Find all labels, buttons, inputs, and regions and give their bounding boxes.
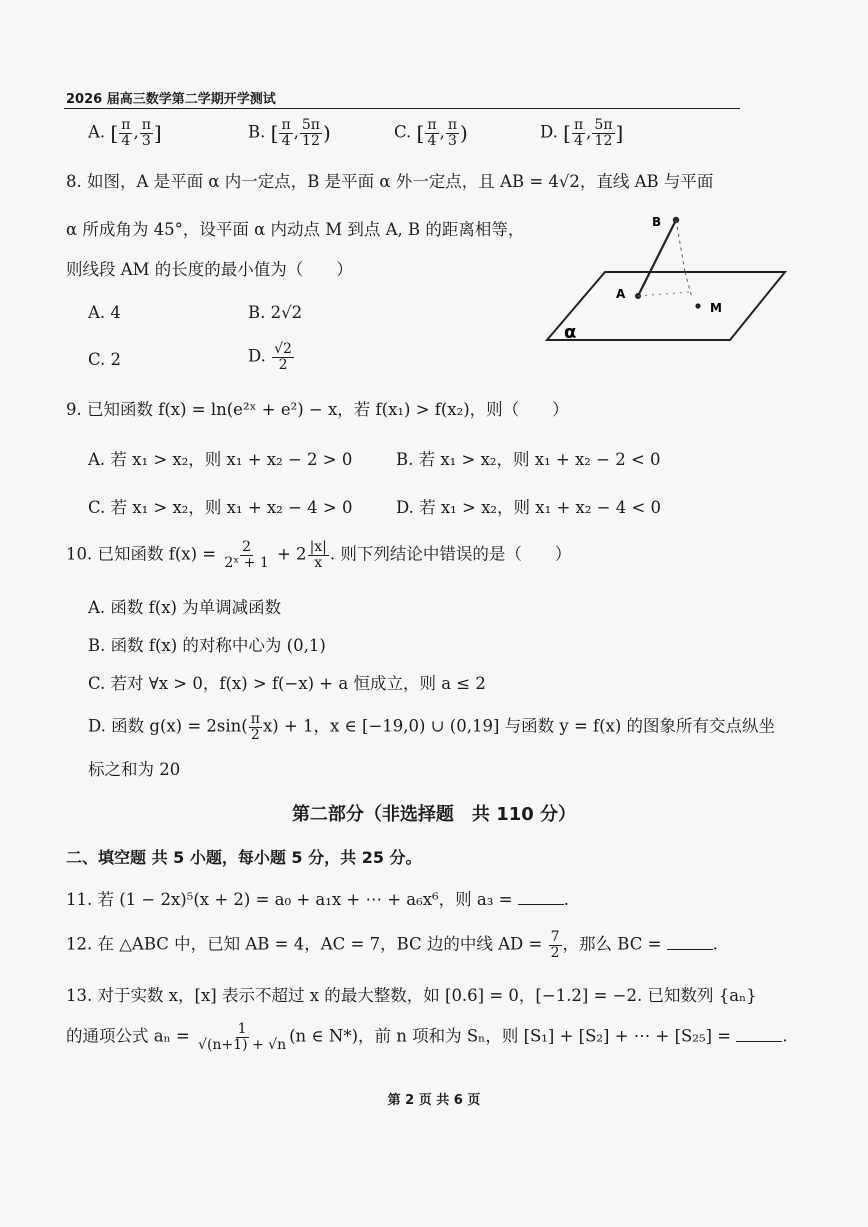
q9-option-b: B. 若 x₁ > x₂，则 x₁ + x₂ − 2 < 0 [396, 450, 661, 469]
fraction: $\frac{7}{2}$ [550, 929, 560, 961]
fraction: $\frac{\pi}{4}$ [121, 117, 131, 149]
label-a: A [616, 287, 626, 301]
fraction: $\frac{\pi}{3}$ [447, 117, 458, 149]
q10-stem: 10. 已知函数 f(x) = $\frac{2}{\text{2ˣ + 1}}$ + 2 $\frac{|x|}{x}$ . 则下列结论中错误的是（ ） [66, 539, 572, 571]
q10-option-d-continued: 标之和为 20 [88, 760, 181, 779]
q13-line2: 的通项公式 aₙ = $\frac{1}{√(n+1) + √n}$ (n ∈ N*)，前 n 项和为 Sₙ，则 [S₁] + [S₂] + ⋯ + [S₂₅] = . [66, 1021, 788, 1053]
q8-option-d: D. $\frac{√2}{2}$ [248, 341, 292, 373]
label-alpha: α [564, 322, 577, 343]
q10-option-a: A. 函数 f(x) 为单调减函数 [88, 598, 282, 617]
q10-option-d: D. 函数 g(x) = 2sin( $\frac{\pi}{2}$ x) + 1，x ∈ [−19,0) ∪ (0,19] 与函数 y = f(x) 的图象所有交点纵坐 [88, 711, 776, 743]
projection-dashed [685, 272, 692, 298]
label-m: M [710, 301, 722, 315]
q7-option-c: C. [ $\frac{\pi}{4}$ , $\frac{\pi}{3}$ ) [394, 117, 468, 149]
q9-option-d: D. 若 x₁ > x₂，则 x₁ + x₂ − 4 < 0 [396, 498, 662, 517]
fraction: $\frac{\pi}{4}$ [573, 117, 584, 149]
label-b: B [652, 215, 662, 229]
answer-blank[interactable] [518, 890, 564, 905]
fraction: $\frac{1}{√(n+1) + √n}$ [198, 1021, 287, 1053]
q9-option-c: C. 若 x₁ > x₂，则 x₁ + x₂ − 4 > 0 [88, 498, 353, 517]
segment-ab [638, 220, 676, 296]
q10-option-c: C. 若对 ∀x > 0，f(x) > f(−x) + a 恒成立，则 a ≤ 2 [88, 674, 486, 693]
plane-diagram [540, 200, 790, 350]
fraction: $\frac{5\pi}{12}$ [301, 117, 320, 149]
q9-option-a: A. 若 x₁ > x₂，则 x₁ + x₂ − 2 > 0 [88, 450, 353, 469]
page-footer: 第 2 页 共 6 页 [387, 1093, 481, 1108]
q7-option-a: A. [ $\frac{\pi}{4}$ , $\frac{\pi}{3}$ ] [88, 117, 162, 149]
q8-stem-line3: 则线段 AM 的长度的最小值为（ ） [66, 260, 353, 279]
fraction: $\frac{|x|}{x}$ [309, 539, 327, 571]
q7-option-d: D. [ $\frac{\pi}{4}$ , $\frac{5\pi}{12}$ ] [540, 117, 624, 149]
projection-dashed-2 [638, 292, 690, 296]
q9-stem: 9. 已知函数 f(x) = ln(e²ˣ + e²) − x，若 f(x₁) > f(x₂)，则（ ） [66, 400, 569, 419]
q13-line1: 13. 对于实数 x，[x] 表示不超过 x 的最大整数，如 [0.6] = 0，[−1.2] = −2. 已知数列 {aₙ} [66, 986, 757, 1005]
part2-title: 第二部分（非选择题 共 110 分） [291, 804, 577, 825]
perpendicular-dashed [676, 220, 685, 272]
fraction: $\frac{\pi}{3}$ [141, 117, 151, 149]
fraction: $\frac{√2}{2}$ [274, 341, 292, 373]
fill-in-section-heading: 二、填空题 共 5 小题，每小题 5 分，共 25 分。 [66, 848, 422, 867]
point-m [695, 303, 700, 308]
fraction: $\frac{\pi}{2}$ [250, 711, 260, 743]
q8-option-c: C. 2 [88, 350, 122, 369]
q10-option-b: B. 函数 f(x) 的对称中心为 (0,1) [88, 636, 326, 655]
q7-option-b: B. [ $\frac{\pi}{4}$ , $\frac{5\pi}{12}$ ) [248, 117, 331, 149]
fraction: $\frac{5\pi}{12}$ [594, 117, 613, 149]
header-divider [64, 108, 740, 109]
fraction: $\frac{\pi}{4}$ [281, 117, 291, 149]
q8-stem-line2: α 所成角为 45°，设平面 α 内动点 M 到点 A, B 的距离相等， [66, 220, 525, 239]
fraction: $\frac{2}{\text{2ˣ + 1}}$ [224, 539, 269, 571]
q8-option-b: B. 2√2 [248, 303, 303, 322]
answer-blank[interactable] [667, 935, 713, 950]
q8-stem-line1: 8. 如图，A 是平面 α 内一定点，B 是平面 α 外一定点，且 AB = 4√2，直线 AB 与平面 [66, 172, 714, 191]
q11: 11. 若 (1 − 2x)⁵(x + 2) = a₀ + a₁x + ⋯ + a₆x⁶，则 a₃ = . [66, 890, 569, 909]
answer-blank[interactable] [736, 1027, 782, 1042]
fraction: $\frac{\pi}{4}$ [427, 117, 437, 149]
exam-header-title: 2026 届高三数学第二学期开学测试 [66, 92, 276, 107]
q12: 12. 在 △ABC 中，已知 AB = 4，AC = 7，BC 边的中线 AD = $\frac{7}{2}$ ，那么 BC = . [66, 929, 718, 961]
plane-alpha-outline [547, 272, 785, 340]
q8-option-a: A. 4 [88, 303, 121, 322]
